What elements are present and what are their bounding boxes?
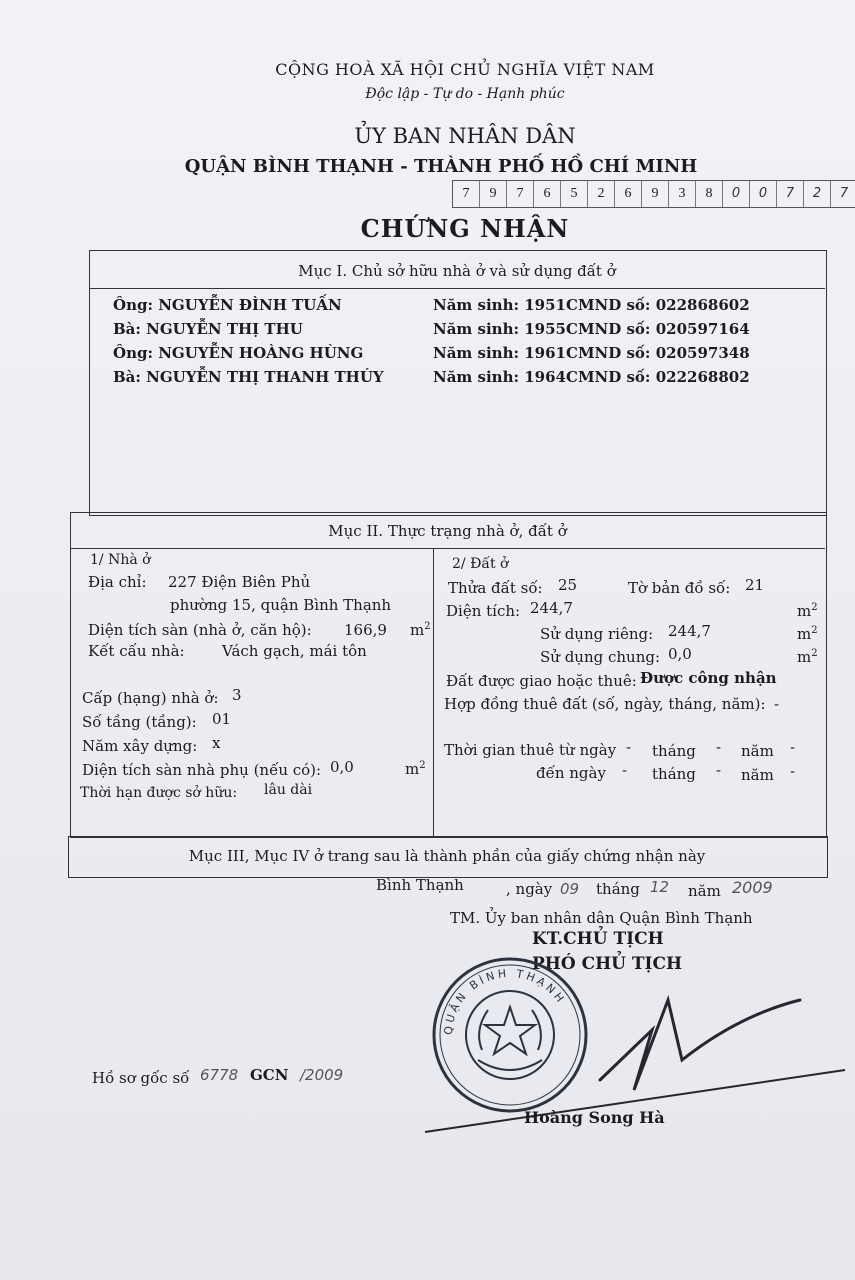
serial-digit: 5: [561, 181, 588, 207]
sign-year-label: năm: [688, 882, 721, 900]
serial-digit: 7: [831, 181, 855, 207]
sign-year: 2009: [732, 878, 773, 897]
map-label: Tờ bản đồ số:: [628, 579, 731, 597]
file-number-label: Hồ sơ gốc số: [92, 1069, 190, 1087]
address-line2: phường 15, quận Bình Thạnh: [170, 596, 392, 614]
term-label: Thời hạn được sở hữu:: [80, 785, 238, 801]
serial-digit: 6: [534, 181, 561, 207]
owner-id-number: CMND số: 020597164: [566, 320, 750, 338]
sign-day: 09: [560, 880, 580, 898]
owner-name: Bà: NGUYỄN THỊ THANH THÚY: [113, 368, 384, 386]
serial-digit: 9: [642, 181, 669, 207]
file-number-value: 6778: [200, 1066, 239, 1084]
grade-label: Cấp (hạng) nhà ở:: [82, 689, 219, 707]
address-line1: 227 Điện Biên Phủ: [168, 573, 311, 591]
year-built-value: x: [212, 734, 221, 752]
shared-use-label: Sử dụng chung:: [540, 648, 661, 666]
serial-digit: 2: [804, 181, 831, 207]
plot-value: 25: [558, 576, 578, 594]
lease-to-month-label: tháng: [652, 765, 696, 783]
shared-use-unit: $m^2$: [797, 648, 818, 666]
sign-month-label: tháng: [596, 880, 640, 898]
serial-digit: 9: [480, 181, 507, 207]
sign-day-label: , ngày: [506, 880, 553, 898]
lease-from-month-label: tháng: [652, 742, 696, 760]
file-number-suffix: GCN: [250, 1066, 289, 1084]
motto: Độc lập - Tự do - Hạnh phúc: [365, 86, 565, 102]
grade-value: 3: [232, 686, 242, 704]
land-area-label: Diện tích:: [446, 602, 521, 620]
aux-area-value: 0,0: [330, 758, 354, 776]
year-built-label: Năm xây dựng:: [82, 737, 198, 755]
lease-from-day: -: [626, 738, 632, 756]
lease-to-year: -: [790, 762, 796, 780]
kt-title: KT.CHỦ TỊCH: [532, 929, 664, 949]
divider: [70, 548, 825, 549]
district-name: QUẬN BÌNH THẠNH - THÀNH PHỐ HỒ CHÍ MINH: [184, 156, 698, 177]
house-title: 1/ Nhà ở: [90, 552, 151, 568]
lease-from-label: Thời gian thuê từ ngày: [444, 741, 617, 759]
shared-use-value: 0,0: [668, 645, 692, 663]
address-label: Địa chỉ:: [88, 573, 147, 591]
aux-area-unit: $m^2$: [405, 760, 426, 778]
page-title: CHỨNG NHẬN: [360, 214, 570, 243]
owner-birth-year: Năm sinh: 1961: [433, 344, 566, 362]
lease-from-month: -: [716, 738, 722, 756]
country-name: CỘNG HOÀ XÃ HỘI CHỦ NGHĨA VIỆT NAM: [275, 60, 655, 79]
serial-digit: 6: [615, 181, 642, 207]
serial-number: [452, 180, 855, 208]
signer-name: Hoàng Song Hà: [524, 1108, 665, 1127]
serial-digit: 8: [696, 181, 723, 207]
floor-area-unit: $m^2$: [410, 621, 431, 639]
lease-label: Hợp đồng thuê đất (số, ngày, tháng, năm):: [444, 695, 766, 713]
structure-value: Vách gạch, mái tôn: [222, 642, 367, 660]
private-use-value: 244,7: [668, 622, 711, 640]
lease-from-year: -: [790, 738, 796, 756]
serial-digit: 7: [507, 181, 534, 207]
owner-name: Ông: NGUYỄN HOÀNG HÙNG: [113, 344, 364, 362]
lease-to-month: -: [716, 761, 722, 779]
structure-label: Kết cấu nhà:: [88, 642, 185, 660]
floors-label: Số tầng (tầng):: [82, 713, 197, 731]
map-value: 21: [745, 576, 765, 594]
owner-id-number: CMND số: 022868602: [566, 296, 750, 314]
private-use-unit: $m^2$: [797, 625, 818, 643]
private-use-label: Sử dụng riêng:: [540, 625, 654, 643]
continuation-note: Mục III, Mục IV ở trang sau là thành phần của giấy chứng nhận này: [188, 847, 706, 865]
serial-digit: 2: [588, 181, 615, 207]
sign-place: Bình Thạnh: [376, 876, 464, 894]
floor-area-value: 166,9: [344, 621, 387, 639]
section1-heading: Mục I. Chủ sở hữu nhà ở và sử dụng đất ở: [298, 262, 616, 280]
lease-to-label: đến ngày: [536, 764, 606, 782]
allocation-label: Đất được giao hoặc thuê:: [446, 672, 637, 690]
land-area-value: 244,7: [530, 599, 573, 617]
divider: [89, 288, 825, 289]
section2-heading: Mục II. Thực trạng nhà ở, đất ở: [328, 522, 567, 540]
serial-digit: 3: [669, 181, 696, 207]
plot-label: Thửa đất số:: [448, 579, 543, 597]
owner-id-number: CMND số: 020597348: [566, 344, 750, 362]
serial-digit: 7: [453, 181, 480, 207]
owner-birth-year: Năm sinh: 1955: [433, 320, 566, 338]
divider: [433, 548, 434, 836]
allocation-value: Được công nhận: [640, 669, 777, 687]
owner-id-number: CMND số: 022268802: [566, 368, 750, 386]
serial-digit: 0: [723, 181, 750, 207]
sign-month: 12: [650, 878, 670, 896]
aux-area-label: Diện tích sàn nhà phụ (nếu có):: [82, 761, 322, 779]
file-number-year: /2009: [300, 1066, 344, 1084]
land-area-unit: $m^2$: [797, 602, 818, 620]
lease-from-year-label: năm: [741, 742, 774, 760]
owner-name: Bà: NGUYỄN THỊ THU: [113, 320, 303, 338]
land-title: 2/ Đất ở: [452, 556, 509, 572]
lease-to-day: -: [622, 761, 628, 779]
owner-birth-year: Năm sinh: 1964: [433, 368, 566, 386]
floor-area-label: Diện tích sàn (nhà ở, căn hộ):: [88, 621, 312, 639]
serial-digit: 7: [777, 181, 804, 207]
lease-value: -: [774, 695, 780, 713]
floors-value: 01: [212, 710, 232, 728]
term-value: lâu dài: [264, 782, 313, 798]
owner-birth-year: Năm sinh: 1951: [433, 296, 566, 314]
committee-name: ỦY BAN NHÂN DÂN: [354, 124, 576, 148]
owner-name: Ông: NGUYỄN ĐÌNH TUẤN: [113, 296, 342, 314]
lease-to-year-label: năm: [741, 766, 774, 784]
serial-digit: 0: [750, 181, 777, 207]
svg-text:QUẬN BÌNH THẠNH: QUẬN BÌNH THẠNH: [441, 966, 569, 1036]
on-behalf: TM. Ủy ban nhân dân Quận Bình Thạnh: [450, 909, 753, 927]
vice-chairman-title: PHÓ CHỦ TỊCH: [532, 954, 683, 974]
